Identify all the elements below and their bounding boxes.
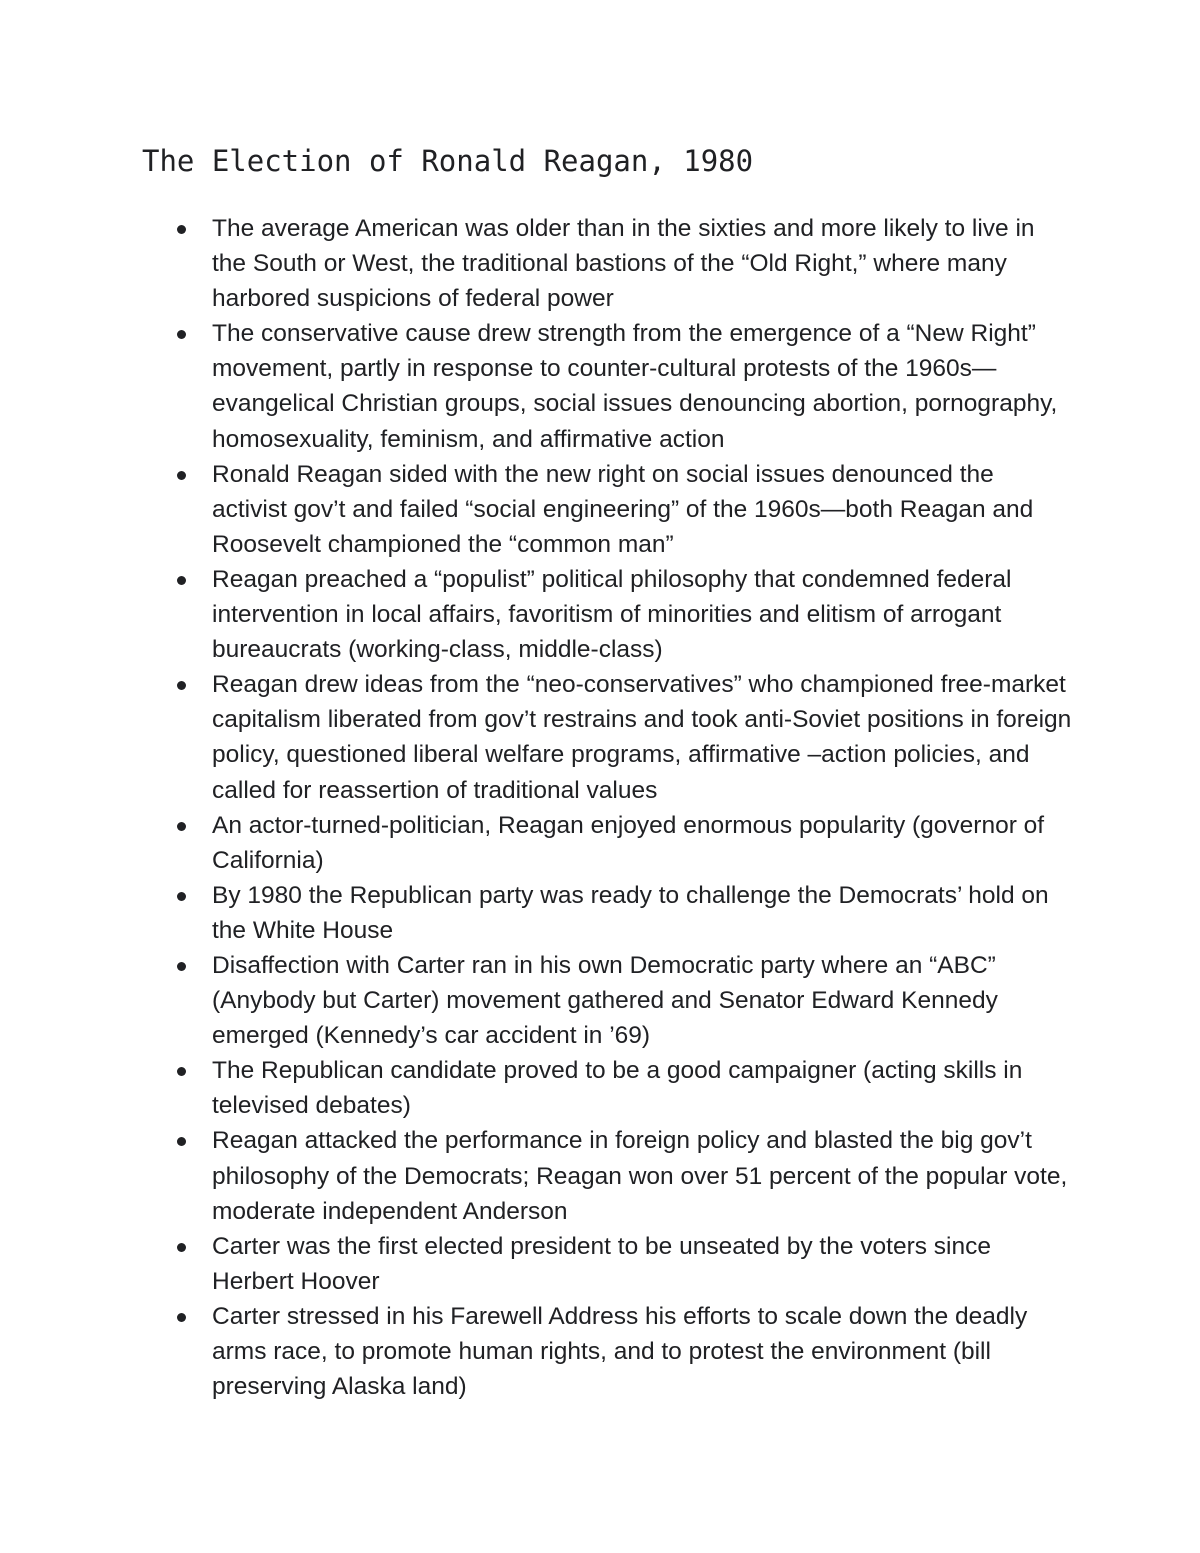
bullet-text: By 1980 the Republican party was ready to challenge the Democrats’ hold on the White House (212, 881, 1049, 944)
bullet-text: Reagan drew ideas from the “neo-conservatives” who championed free-market capitalism liberated from gov’t restrains and took anti-Soviet positions in foreign policy, questioned liberal welfare programs, affirmative –action policies, and called for reassertion of traditional values (212, 671, 1072, 804)
list-item (0, 1299, 1072, 1404)
document-title: The Election of Ronald Reagan, 1980 (142, 144, 754, 178)
list-item (0, 667, 1072, 807)
bullet-dot-icon (177, 892, 186, 901)
bullet-dot-icon (177, 1137, 186, 1146)
bullet-dot-icon (177, 681, 186, 690)
bullet-text: Reagan preached a “populist” political philosophy that condemned federal intervention in local affairs, favoritism of minorities and elitism of arrogant bureaucrats (working-class, middle-class) (212, 565, 1012, 664)
bullet-text: Disaffection with Carter ran in his own Democratic party where an “ABC” (Anybody but Carter) movement gathered and Senator Edward Kennedy emerged (Kennedy’s car accident in ’69) (212, 951, 998, 1050)
list-item (0, 948, 1072, 1053)
list-item (0, 1229, 1072, 1299)
list-item (0, 316, 1072, 456)
bullet-text: The Republican candidate proved to be a good campaigner (acting skills in televised debates) (212, 1057, 1023, 1120)
bullet-text: The conservative cause drew strength from the emergence of a “New Right” movement, partly in response to counter-cultural protests of the 1960s—evangelical Christian groups, social issues denouncing abortion, pornography, homosexuality, feminism, and affirmative action (212, 320, 1058, 453)
list-item (0, 457, 1072, 562)
bullet-dot-icon (177, 1067, 186, 1076)
bullet-text: Carter stressed in his Farewell Address his efforts to scale down the deadly arms race, to promote human rights, and to protest the environment (bill preserving Alaska land) (212, 1302, 1028, 1401)
bullet-dot-icon (177, 330, 186, 339)
bullet-dot-icon (177, 576, 186, 585)
bullet-list (0, 211, 1200, 1404)
list-item (0, 1053, 1072, 1123)
bullet-text: Reagan attacked the performance in foreign policy and blasted the big gov’t philosophy of the Democrats; Reagan won over 51 percent of the popular vote, moderate independent Anderson (212, 1127, 1068, 1225)
list-item (0, 562, 1072, 667)
bullet-text: An actor-turned-politician, Reagan enjoyed enormous popularity (governor of California) (212, 811, 1045, 874)
list-item (0, 808, 1072, 878)
bullet-text: Carter was the first elected president to be unseated by the voters since Herbert Hoover (212, 1232, 991, 1295)
bullet-dot-icon (177, 822, 186, 831)
bullet-dot-icon (177, 471, 186, 480)
bullet-dot-icon (177, 1313, 186, 1322)
bullet-dot-icon (177, 1243, 186, 1252)
bullet-dot-icon (177, 962, 186, 971)
bullet-text: The average American was older than in the sixties and more likely to live in the South or West, the traditional bastions of the “Old Right,” where many harbored suspicions of federal power (212, 215, 1035, 313)
list-item (0, 1123, 1072, 1228)
list-item (0, 878, 1072, 948)
list-item (0, 211, 1072, 316)
bullet-dot-icon (177, 225, 186, 234)
bullet-text: Ronald Reagan sided with the new right on social issues denounced the activist gov’t and failed “social engineering” of the 1960s—both Reagan and Roosevelt championed the “common man” (212, 460, 1034, 558)
